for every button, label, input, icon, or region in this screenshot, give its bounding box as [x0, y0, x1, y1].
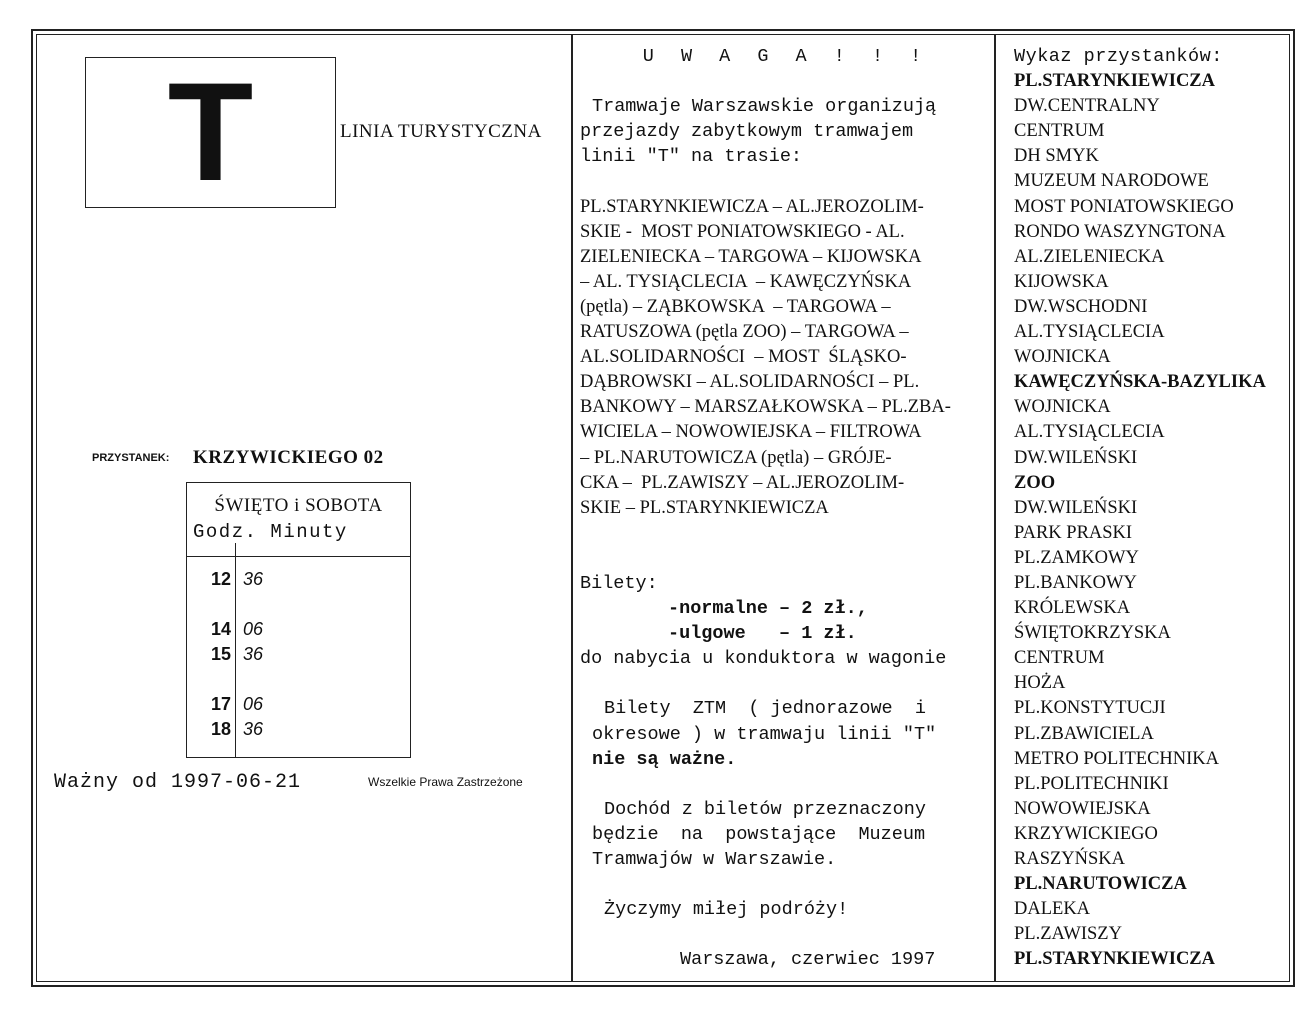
stop-list-item: PARK PRASKI — [1014, 522, 1133, 543]
ticket-reduced: -ulgowe – 1 zł. — [668, 623, 857, 645]
timetable-row — [187, 719, 412, 744]
stop-list-item: AL.ZIELENIECKA — [1014, 246, 1165, 267]
route-line: SKIE – PL.STARYNKIEWICZA — [580, 497, 829, 518]
route-line: PL.STARYNKIEWICZA – AL.JEROZOLIM- — [580, 196, 924, 217]
stop-list-item: NOWOWIEJSKA — [1014, 798, 1151, 819]
stop-list-item: WOJNICKA — [1014, 347, 1111, 368]
stop-list-item: DW.WILEŃSKI — [1014, 497, 1138, 518]
route-line: CKA – PL.ZAWISZY – AL.JEROZOLIM- — [580, 472, 905, 493]
stop-list-item: PL.ZAMKOWY — [1014, 547, 1139, 568]
timetable-minutes: 06 — [243, 619, 264, 639]
stop-list-item: RASZYŃSKA — [1014, 849, 1126, 869]
ztm-line: nie są ważne. — [592, 748, 737, 770]
route-line: RATUSZOWA (pętla ZOO) – TARGOWA – — [580, 322, 909, 343]
stop-list-item: KIJOWSKA — [1014, 271, 1109, 292]
stop-list-item: ZOO — [1014, 472, 1056, 493]
timetable-minutes: 06 — [243, 694, 264, 714]
stop-list-item: PL.ZAWISZY — [1014, 924, 1122, 945]
stop-list-item: MOST PONIATOWSKIEGO — [1014, 196, 1234, 217]
timetable-row — [187, 569, 412, 594]
stop-list-item: METRO POLITECHNIKA — [1014, 748, 1220, 769]
stop-list-item: MUZEUM NARODOWE — [1014, 171, 1209, 192]
stop-list-item: DALEKA — [1014, 899, 1091, 920]
stop-list-item: PL.ZBAWICIELA — [1014, 723, 1154, 744]
timetable-minutes: 36 — [243, 569, 264, 589]
ticket-where: do nabycia u konduktora w wagonie — [580, 648, 947, 670]
ticket-normal: -normalne – 2 zł., — [668, 598, 868, 620]
timetable-minutes: 36 — [243, 644, 264, 664]
notice-intro-line: linii "T" na trasie: — [580, 146, 803, 168]
timetable-row — [187, 644, 412, 669]
route-line: DĄBROWSKI – AL.SOLIDARNOŚCI – PL. — [580, 372, 920, 393]
timetable — [186, 482, 411, 758]
timetable-divider — [187, 556, 410, 557]
stop-list-item: PL.KONSTYTUCJI — [1014, 698, 1166, 719]
stops-list — [1014, 44, 1266, 972]
timetable-minutes: 36 — [243, 719, 264, 739]
column-divider-left — [571, 34, 573, 982]
stop-list-item: AL.TYSIĄCLECIA — [1014, 422, 1165, 443]
timetable-header: Godz. Minuty — [193, 521, 348, 543]
notice-title: U W A G A ! ! ! — [642, 46, 930, 67]
stops-list-title: Wykaz przystanków: — [1014, 46, 1223, 67]
stop-list-item: PL.STARYNKIEWICZA — [1014, 71, 1215, 92]
income-line: będzie na powstające Muzeum — [592, 823, 926, 845]
stop-list-item: WOJNICKA — [1014, 397, 1111, 418]
stop-list-item: AL.TYSIĄCLECIA — [1014, 322, 1165, 343]
notice-wish: Życzymy miłej podróży! — [604, 899, 849, 921]
route-line: ZIELENIECKA – TARGOWA – KIJOWSKA — [580, 246, 922, 267]
stop-label: PRZYSTANEK: — [92, 452, 170, 464]
stop-list-item: DW.CENTRALNY — [1014, 96, 1160, 117]
route-line: AL.SOLIDARNOŚCI – MOST ŚLĄSKO- — [580, 347, 907, 368]
line-letter: T — [167, 53, 254, 210]
stop-list-item: ŚWIĘTOKRZYSKA — [1014, 623, 1171, 644]
timetable-day-type: ŚWIĘTO i SOBOTA — [214, 495, 383, 516]
stop-list-item: HOŻA — [1014, 673, 1066, 694]
income-line: Tramwajów w Warszawie. — [592, 849, 837, 870]
stop-list-item: DW.WILEŃSKI — [1014, 447, 1138, 468]
stop-list-item: DH SMYK — [1014, 146, 1099, 167]
line-name: LINIA TURYSTYCZNA — [340, 121, 542, 142]
timetable-hour: 17 — [210, 694, 231, 714]
stop-list-item: KRÓLEWSKA — [1014, 598, 1131, 619]
route-line: (pętla) – ZĄBKOWSKA – TARGOWA – — [580, 296, 891, 317]
route-line: – AL. TYSIĄCLECIA – KAWĘCZYŃSKA — [580, 271, 912, 292]
stop-list-item: PL.BANKOWY — [1014, 572, 1137, 593]
timetable-hour: 12 — [210, 569, 231, 589]
tickets-label: Bilety: — [580, 572, 658, 594]
stop-list-item: PL.STARYNKIEWICZA — [1014, 949, 1215, 970]
notice-intro-line: przejazdy zabytkowym tramwajem — [580, 121, 914, 143]
line-logo-box — [85, 53, 336, 210]
stop-list-item: RONDO WASZYNGTONA — [1014, 221, 1226, 242]
stop-name: KRZYWICKIEGO 02 — [193, 447, 384, 468]
route-line: SKIE - MOST PONIATOWSKIEGO - AL. — [580, 221, 905, 242]
notice-intro-line: Tramwaje Warszawskie organizują — [592, 96, 937, 118]
ztm-line: Bilety ZTM ( jednorazowe i — [604, 698, 926, 720]
valid-from: Ważny od 1997-06-21 — [54, 771, 302, 794]
timetable-hour: 18 — [210, 719, 231, 739]
stop-list-item: PL.NARUTOWICZA — [1014, 874, 1187, 895]
stop-list-item: KRZYWICKIEGO — [1014, 823, 1158, 844]
timetable-row — [187, 619, 412, 644]
route-line: BANKOWY – MARSZAŁKOWSKA – PL.ZBA- — [580, 397, 951, 418]
notice-signature: Warszawa, czerwiec 1997 — [680, 949, 936, 971]
route-line: WICIELA – NOWOWIEJSKA – FILTROWA — [580, 422, 922, 443]
stop-list-item: DW.WSCHODNI — [1014, 296, 1148, 317]
stop-list-item: CENTRUM — [1014, 648, 1105, 669]
stop-list-item: CENTRUM — [1014, 121, 1105, 142]
route-line: – PL.NARUTOWICZA (pętla) – GRÓJE- — [580, 447, 892, 468]
timetable-hour: 15 — [210, 644, 231, 664]
ztm-line: okresowe ) w tramwaju linii "T" — [592, 723, 937, 745]
stop-list-item: KAWĘCZYŃSKA-BAZYLIKA — [1014, 372, 1266, 393]
stop-list-item: PL.POLITECHNIKI — [1014, 773, 1169, 794]
income-line: Dochód z biletów przeznaczony — [604, 798, 926, 820]
column-divider-right — [994, 34, 996, 982]
notice-panel — [580, 44, 992, 972]
timetable-row — [187, 694, 412, 719]
rights-notice: Wszelkie Prawa Zastrzeżone — [368, 775, 523, 789]
timetable-hour: 14 — [210, 619, 231, 639]
